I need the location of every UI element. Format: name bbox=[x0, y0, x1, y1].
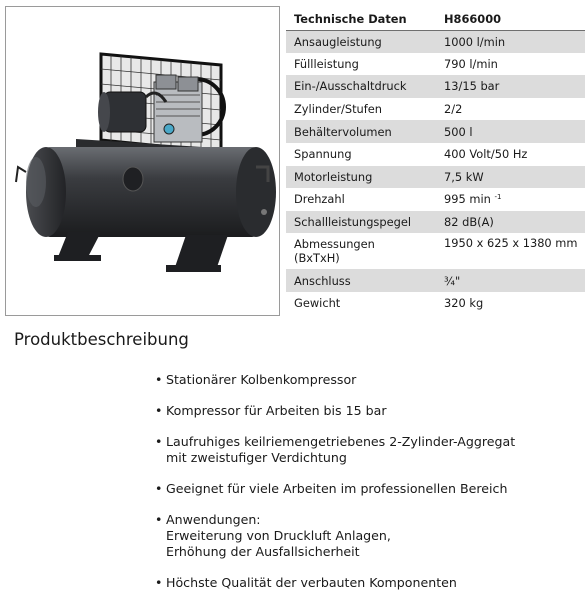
list-item bbox=[155, 512, 575, 560]
list-item-text: Anwendungen: bbox=[166, 512, 261, 527]
table-row bbox=[286, 120, 585, 143]
list-item-text: Laufruhiges keilriemengetriebenes 2-Zylinder-Aggregat bbox=[166, 434, 516, 449]
table-row bbox=[286, 98, 585, 121]
row-value: 790 l/min bbox=[432, 53, 585, 76]
description-list bbox=[155, 372, 575, 606]
row-label-line1: Abmessungen bbox=[294, 237, 375, 252]
table-header-model: H866000 bbox=[432, 8, 585, 30]
bullet: • bbox=[155, 372, 163, 387]
table-row bbox=[286, 269, 585, 292]
row-value bbox=[432, 188, 585, 211]
technical-data-table bbox=[286, 8, 585, 315]
row-label: Drehzahl bbox=[286, 188, 432, 211]
bullet: • bbox=[155, 575, 163, 590]
row-label: Ein-/Ausschaltdruck bbox=[286, 75, 432, 98]
bullet: • bbox=[155, 512, 163, 527]
table-row bbox=[286, 143, 585, 166]
list-item bbox=[155, 434, 575, 466]
list-item bbox=[155, 403, 575, 419]
list-item-text: mit zweistufiger Verdichtung bbox=[166, 450, 347, 465]
row-label: Gewicht bbox=[286, 292, 432, 315]
row-label: Zylinder/Stufen bbox=[286, 98, 432, 121]
air-tank bbox=[26, 147, 276, 237]
list-item bbox=[155, 481, 575, 497]
table-row bbox=[286, 292, 585, 315]
row-label: Schallleistungspegel bbox=[286, 211, 432, 234]
list-item bbox=[155, 575, 575, 591]
row-label: Anschluss bbox=[286, 269, 432, 292]
list-item-text: Erweiterung von Druckluft Anlagen, bbox=[166, 528, 391, 543]
row-value: 1950 x 625 x 1380 mm bbox=[432, 233, 585, 269]
row-label: Füllleistung bbox=[286, 53, 432, 76]
row-value: ¾" bbox=[432, 269, 585, 292]
bullet: • bbox=[155, 434, 163, 449]
tank-feet bbox=[54, 232, 228, 272]
table-row bbox=[286, 188, 585, 211]
list-item-text: Geeignet für viele Arbeiten im professionellen Bereich bbox=[166, 481, 508, 496]
row-value: 7,5 kW bbox=[432, 166, 585, 189]
product-image-frame bbox=[5, 6, 280, 316]
row-label-line2: (BxTxH) bbox=[294, 251, 340, 266]
row-value: 2/2 bbox=[432, 98, 585, 121]
compressor-illustration bbox=[6, 7, 279, 315]
table-row bbox=[286, 211, 585, 234]
section-title: Produktbeschreibung bbox=[14, 330, 189, 349]
row-label: Ansaugleistung bbox=[286, 30, 432, 53]
row-value: 320 kg bbox=[432, 292, 585, 315]
row-value: 500 l bbox=[432, 120, 585, 143]
table-row bbox=[286, 166, 585, 189]
list-item-text: Stationärer Kolbenkompressor bbox=[166, 372, 357, 387]
row-label: Behältervolumen bbox=[286, 120, 432, 143]
row-label: Motorleistung bbox=[286, 166, 432, 189]
table-row bbox=[286, 233, 585, 269]
electric-motor bbox=[104, 92, 146, 132]
rpm-exponent: -1 bbox=[494, 193, 502, 202]
bullet: • bbox=[155, 481, 163, 496]
list-item-text: Höchste Qualität der verbauten Komponenten bbox=[166, 575, 457, 590]
table-row bbox=[286, 75, 585, 98]
row-value: 82 dB(A) bbox=[432, 211, 585, 234]
list-item-text: Erhöhung der Ausfallsicherheit bbox=[166, 544, 360, 559]
list-item-text: Kompressor für Arbeiten bis 15 bar bbox=[166, 403, 387, 418]
row-value: 400 Volt/50 Hz bbox=[432, 143, 585, 166]
row-value: 1000 l/min bbox=[432, 30, 585, 53]
list-item bbox=[155, 372, 575, 388]
table-row bbox=[286, 53, 585, 76]
table-header-label: Technische Daten bbox=[286, 8, 432, 30]
rpm-value: 995 min bbox=[444, 192, 491, 207]
table-row bbox=[286, 30, 585, 53]
row-value: 13/15 bar bbox=[432, 75, 585, 98]
row-label bbox=[286, 233, 432, 269]
bullet: • bbox=[155, 403, 163, 418]
compressor-pump bbox=[146, 75, 202, 142]
row-label: Spannung bbox=[286, 143, 432, 166]
table-header-row bbox=[286, 8, 585, 30]
